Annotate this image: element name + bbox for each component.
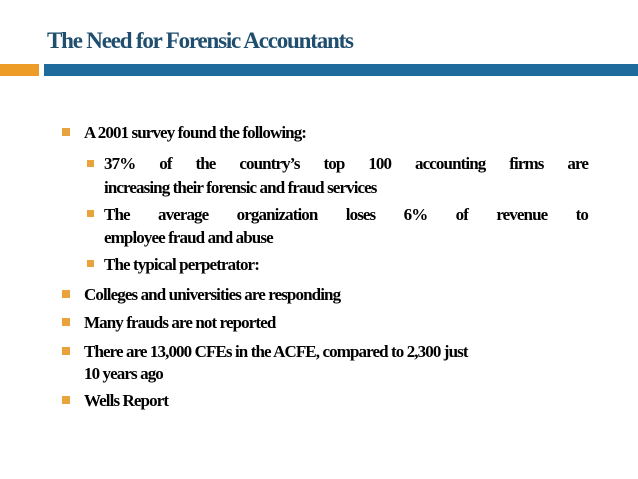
bullet-square-icon <box>62 347 70 355</box>
sub-bullet-square-icon <box>87 210 94 217</box>
bullet-text-line: 10 years ago <box>84 364 163 383</box>
bullet-text: Many frauds are not reported <box>84 313 276 332</box>
sub-bullet-square-icon <box>87 260 94 267</box>
sub-bullet-text-line: The typical perpetrator: <box>104 255 259 274</box>
sub-bullet-text-line: 37% of the country’s top 100 accounting firms are <box>104 154 588 173</box>
bullet-square-icon <box>62 290 70 298</box>
sub-bullet-text-line: increasing their forensic and fraud services <box>104 178 377 197</box>
bullet-square-icon <box>62 396 70 404</box>
bullet-text: Wells Report <box>84 391 169 410</box>
sub-bullet-square-icon <box>87 160 94 167</box>
bullet-square-icon <box>62 318 70 326</box>
sub-bullet-text-line: employee fraud and abuse <box>104 228 273 247</box>
bullet-text: Colleges and universities are responding <box>84 285 341 304</box>
bullet-text: A 2001 survey found the following: <box>84 123 307 142</box>
slide-title: The Need for Forensic Accountants <box>47 28 353 53</box>
sub-bullet-text-line: The average organization loses 6% of revenue to <box>104 205 588 224</box>
bullet-text-line: There are 13,000 CFEs in the ACFE, compared to 2,300 just <box>84 342 468 361</box>
bullet-square-icon <box>62 128 70 136</box>
